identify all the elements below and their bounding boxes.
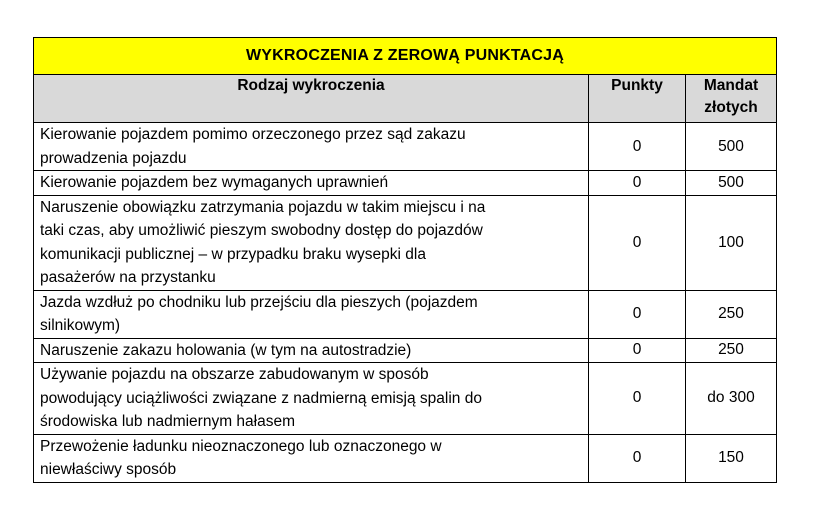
points-value: 0: [589, 123, 686, 171]
fine-value: 150: [686, 434, 777, 482]
column-header-description: Rodzaj wykroczenia: [34, 75, 589, 123]
fine-value: 100: [686, 195, 777, 290]
table-row: [34, 290, 777, 338]
table-row: [34, 363, 777, 435]
offense-description-line: Naruszenie zakazu holowania (w tym na autostradzie): [40, 341, 412, 359]
points-value: 0: [589, 363, 686, 435]
table-body: [34, 123, 777, 483]
column-header-fine-line2: złotych: [704, 99, 758, 116]
column-header-fine-line1: Mandat: [703, 77, 759, 94]
offense-description-line: komunikacji publicznej – w przypadku braku wysepki dla: [40, 245, 426, 263]
offense-description-line: Kierowanie pojazdem bez wymaganych uprawnień: [40, 174, 389, 191]
column-header-points: Punkty: [589, 75, 686, 123]
offense-description-line: Naruszenie obowiązku zatrzymania pojazdu w takim miejscu i na: [40, 198, 486, 216]
points-value: 0: [589, 290, 686, 338]
fine-value: 250: [686, 290, 777, 338]
offense-description: [34, 171, 589, 196]
fine-value: 250: [686, 338, 777, 363]
title-row: [34, 38, 777, 75]
offense-description-line: środowiska lub nadmiernym hałasem: [40, 413, 296, 430]
points-value: 0: [589, 171, 686, 196]
fine-value: 500: [686, 123, 777, 171]
fine-value: do 300: [686, 363, 777, 435]
table-row: [34, 195, 777, 290]
points-value: 0: [589, 195, 686, 290]
offense-description: [34, 195, 589, 290]
offense-description-line: prowadzenia pojazdu: [40, 149, 187, 167]
offense-description-line: Używanie pojazdu na obszarze zabudowanym w sposób: [40, 366, 429, 383]
offense-description-line: pasażerów na przystanku: [40, 269, 216, 286]
offense-description: [34, 434, 589, 482]
table-title: WYKROCZENIA Z ZEROWĄ PUNKTACJĄ: [34, 38, 777, 75]
offense-description: [34, 290, 589, 338]
offense-description: [34, 363, 589, 435]
offense-description-line: Kierowanie pojazdem pomimo orzeczonego przez sąd zakazu: [40, 126, 466, 143]
points-value: 0: [589, 338, 686, 363]
header-row: [34, 75, 777, 123]
offense-description-line: Przewożenie ładunku nieoznaczonego lub oznaczonego w: [40, 437, 442, 455]
penalty-table: [33, 37, 777, 483]
table-row: [34, 338, 777, 363]
offense-description: [34, 338, 589, 363]
table-row: [34, 123, 777, 171]
offense-description-line: powodujący uciążliwości związane z nadmierną emisją spalin do: [40, 389, 482, 407]
offense-description-line: Jazda wzdłuż po chodniku lub przejściu dla pieszych (pojazdem: [40, 293, 478, 311]
column-header-fine: [686, 75, 777, 123]
table-row: [34, 171, 777, 196]
offense-description-line: taki czas, aby umożliwić pieszym swobodny dostęp do pojazdów: [40, 222, 483, 239]
table-row: [34, 434, 777, 482]
fine-value: 500: [686, 171, 777, 196]
points-value: 0: [589, 434, 686, 482]
offense-description-line: silnikowym): [40, 317, 121, 334]
offense-description-line: niewłaściwy sposób: [40, 461, 177, 478]
offense-description: [34, 123, 589, 171]
